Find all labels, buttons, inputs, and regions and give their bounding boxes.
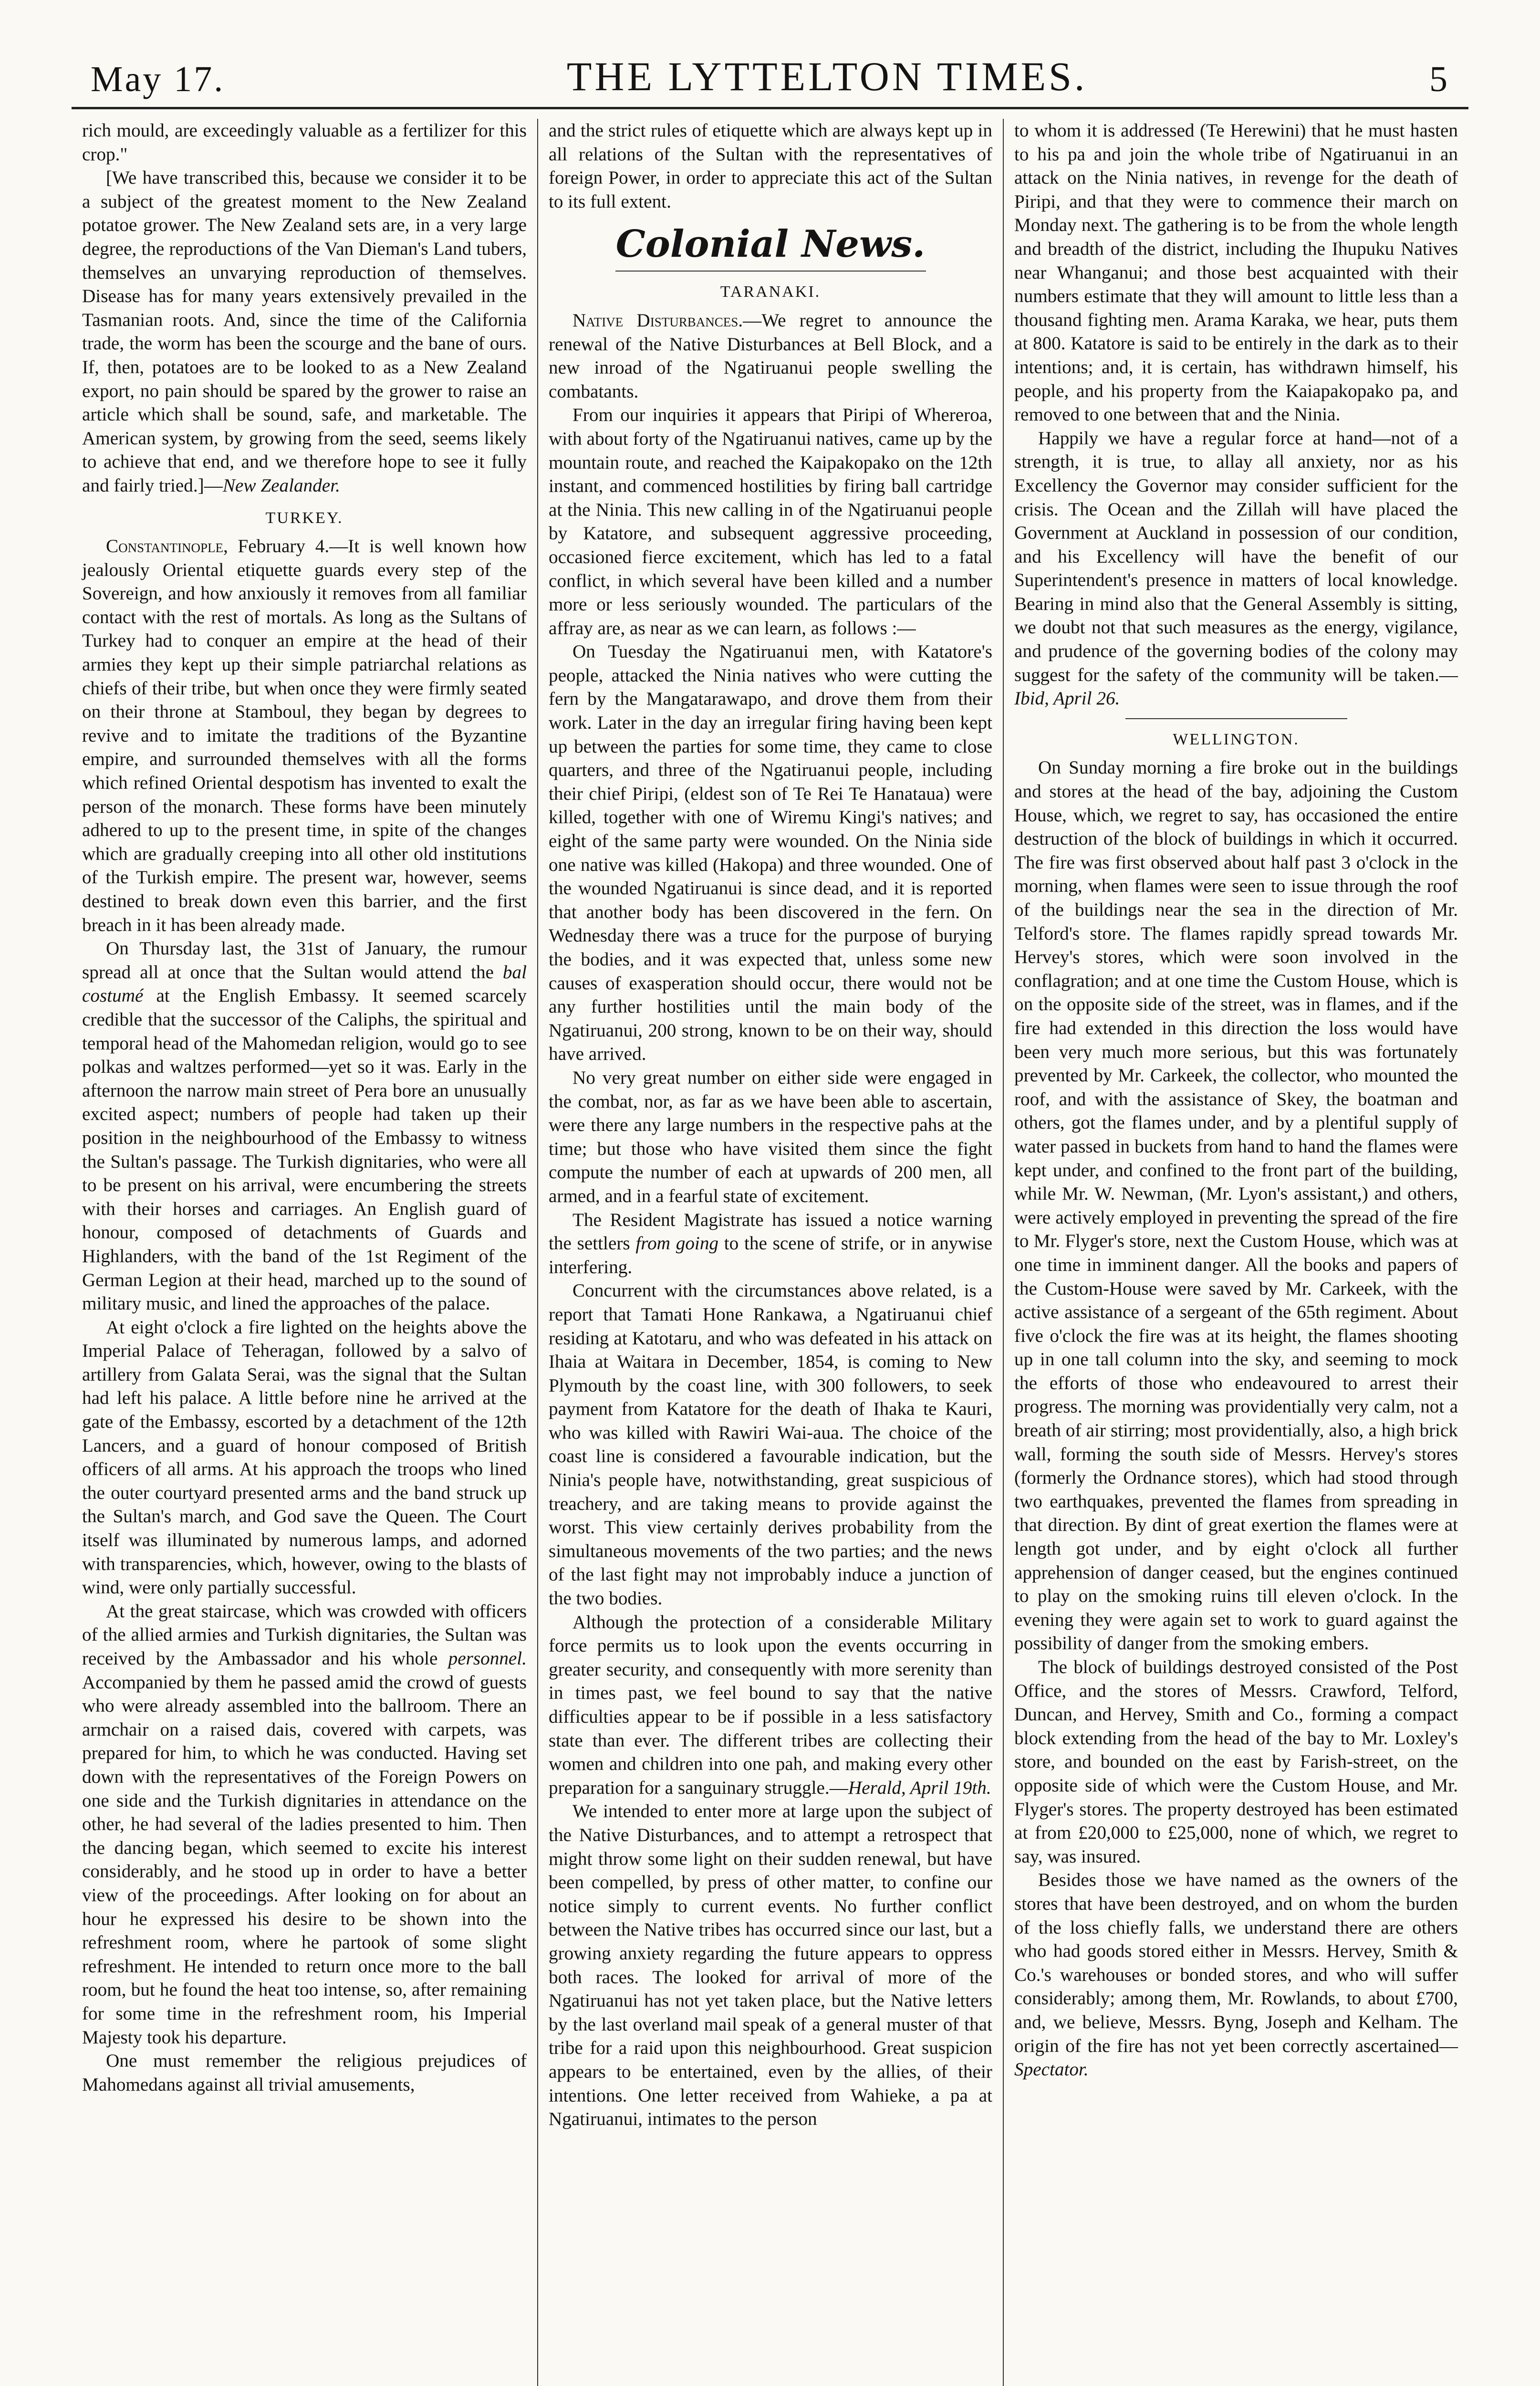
source-attribution: New Zealander.: [222, 475, 340, 496]
newspaper-title: THE LYTTELTON TIMES.: [566, 53, 1088, 99]
paragraph-text: to the scene of strife, or in anywise interfering.: [549, 1233, 993, 1277]
paragraph-text: —We regret to announce the renewal of the Native Disturbances at Bell Block, and a new inroad of the Ngatiruanui people swelling the combatants.: [549, 310, 992, 402]
section-heading-text: TURKEY.: [265, 509, 343, 527]
columns: [72, 119, 1468, 2386]
paragraph-text: Happily we have a regular force at hand—not of a strength, it is true, to allay all anxiety, nor as his Excellency the Governor may consider sufficient for the crisis. The Ocean and the Zillah will have placed the Government at Auckland in possession of our condition, and his Excellency will have the benefit of our Superintendent's presence in matters of local knowledge. Bearing in mind also that the General Assembly is sitting, we doubt not that such measures as the energy, vigilance, and prudence of the governing bodies of the colony may suggest for the safety of the community will be taken.—: [1014, 428, 1458, 685]
paragraph: [82, 937, 527, 1316]
paragraph: The block of buildings destroyed consisted of the Post Office, and the stores of Messrs. Crawford, Telford, Duncan, and Hervey, Smith and Co., forming a compact block extending from the head of the bay to Mr. Loxley's store, and bounded on the east by Farish-street, on the opposite side of which were the Custom House, and Mr. Flyger's stores. The property destroyed has been estimated at from £20,000 to £25,000, none of which, we regret to say, was insured.: [1014, 1657, 1458, 1867]
column-3: [1003, 119, 1468, 2386]
source-attribution: Herald, April 19th.: [848, 1777, 991, 1798]
issue-date: May 17.: [91, 59, 225, 99]
paragraph-text: The Resident Magistrate has issued a notice warning the settlers: [549, 1209, 992, 1254]
section-heading-text: TARANAKI.: [720, 283, 821, 301]
paragraph: to whom it is addressed (Te Herewini) that he must hasten to his pa and join the whole tribe of Ngatiruanui in an attack on the Ninia natives, in revenge for the death of Piripi, and that they were to commence their march on Monday next. The gathering is to be from the whole length and breadth of the district, including the Ihupuku Natives near Whanganui; and those best acquainted with their numbers estimate that they will amount to little less than a thousand fighting men. Arama Karaka, we hear, puts them at 800. Katatore is said to be entirely in the dark as to their intentions; and, it is certain, has withdrawn himself, his people, and his property from the Kaiapakopako pa, and removed to one between that and the Ninia.: [1014, 120, 1458, 425]
colonial-news-heading: Colonial News.: [615, 222, 926, 266]
section-heading-turkey: [82, 506, 527, 530]
source-attribution: Ibid, April 26.: [1014, 688, 1120, 709]
paragraph: [82, 1600, 527, 2049]
paragraph: [549, 1208, 992, 1279]
paragraph: Concurrent with the circumstances above related, is a report that Tamati Hone Rankawa, a Ngatiruanui chief residing at Katotaru, and who was defeated in his attack on Ihaia at Waitara in December, 1854, is coming to New Plymouth by the coast line, with 300 followers, to seek payment from Katatore for the death of Ihaka te Kauri, who was killed with Rawiri Wai-aua. The choice of the coast line is considered a favourable indication, but the Ninia's people have, notwithstanding, great suspicious of treachery, and are taking means to provide against the worst. This view certainly derives probability from the simultaneous movements of the two parties; and the news of the last fight may not improbably induce a junction of the two bodies.: [549, 1280, 992, 1609]
paragraph: From our inquiries it appears that Piripi of Whereroa, with about forty of the Ngatiruanui natives, came up by the mountain route, and reached the Kaipakopako on the 12th instant, and commenced hostilities by firing ball cartridge at the Ninia. This new calling in of the Ngatiruanui people by Katatore, and subsequent aggressive proceeding, occasioned fierce excitement, which has led to a fatal conflict, in which several have been killed and a number more or less seriously wounded. The particulars of the affray are, as near as we can learn, as follows :—: [549, 405, 992, 638]
paragraph-text: Besides those we have named as the owners of the stores that have been destroyed, and on whom the burden of the loss chiefly falls, we understand there are others who had goods stored either in Messrs. Hervey, Smith & Co.'s warehouses or bonded stores, and who will suffer considerably; among them, Mr. Rowlands, to about £700, and, we believe, Messrs. Byng, Joseph and Kelham. The origin of the fire has not yet been correctly ascertained—: [1014, 1870, 1458, 2056]
paragraph: [549, 1611, 992, 1800]
paragraph: On Tuesday the Ngatiruanui men, with Katatore's people, attacked the Ninia natives who were cutting the fern by the Mangatarawapo, and drove them from their work. Later in the day an irregular firing having been kept up between the parties for some time, they came to close quarters, and three of the Ngatiruanui people, including their chief Piripi, (eldest son of Te Rei Te Hanataua) were killed, together with one of Wiremu Kingi's natives; and eight of the same party were wounded. On the Ninia side one native was killed (Hakopa) and three wounded. One of the wounded Ngatiruanui is since dead, and it is reported that another body has been discovered in the fern. On Wednesday there was a truce for the purpose of burying the bodies, and it was expected that, unless some new causes of exasperation should occur, there would not be any further hostilities until the main body of the Ngatiruanui, 200 strong, known to be on their way, should have arrived.: [549, 641, 992, 1065]
source-attribution: Spectator.: [1014, 2059, 1089, 2080]
paragraph: We intended to enter more at large upon the subject of the Native Disturbances, and to attempt a retrospect that might throw some light on their sudden renewal, but have been compelled, by press of other matter, to confine our notice simply to current events. No further conflict between the Native tribes has occurred since our last, but a growing anxiety regarding the future appears to oppress both races. The looked for arrival of more of the Ngatiruanui has not yet taken place, but the Native letters by the last overland mail speak of a general muster of that tribe for a raid upon this neighbourhood. Great suspicion appears to be entertained, even by the allies, of their intentions. One letter received from Wahieke, a pa at Ngatiruanui, intimates to the person: [549, 1801, 992, 2130]
paragraph: [549, 309, 992, 403]
emphasis-text: bal costumé: [82, 962, 527, 1006]
paragraph: [1014, 427, 1458, 711]
masthead-rule: [72, 107, 1468, 109]
page-number: 5: [1429, 59, 1449, 99]
paragraph-text: Accompanied by them he passed amid the crowd of guests who were already assembled into the ballroom. There an armchair on a raised dais, covered with carpets, was prepared for him, to which he was conducted. Having set down with the representatives of the Foreign Powers on one side and the Turkish dignitaries in attendance on the other, he had several of the ladies presented to him. Then the dancing began, which seemed to excite his interest considerably, and he stood up in order to have a better view of the proceedings. After looking on for about an hour he expressed his desire to be shown into the refreshment room, where he partook of some slight refreshment. He intended to return once more to the ball room, but he found the heat too intense, so, after remaining for some time in the refreshment room, his Imperial Majesty took his departure.: [82, 1672, 527, 2048]
column-2: [537, 119, 1003, 2386]
article-divider: [1125, 718, 1347, 719]
paragraph-text: At the great staircase, which was crowded with officers of the allied armies and Turkish dignitaries, the Sultan was received by the Ambassador and his whole: [82, 1601, 527, 1669]
paragraph-text: On Thursday last, the 31st of January, the rumour spread all at once that the Sultan would attend the: [82, 938, 527, 983]
section-heading-wellington: [1014, 728, 1458, 752]
heading-rule: [615, 271, 926, 272]
paragraph: At eight o'clock a fire lighted on the heights above the Imperial Palace of Teheragan, followed by a salvo of artillery from Galata Serai, was the signal that the Sultan had left his palace. A little before nine he arrived at the gate of the Embassy, escorted by a detachment of the 12th Lancers, and a guard of honour composed of British officers of all arms. At his approach the troops who lined the outer courtyard presented arms and the band struck up the Sultan's march, and God save the Queen. The Court itself was illuminated by numerous lamps, and adorned with transparencies, which, however, owing to the blasts of wind, were only partially successful.: [82, 1317, 527, 1598]
paragraph: [82, 534, 527, 937]
section-heading-taranaki: [549, 280, 992, 304]
section-heading-text: WELLINGTON.: [1173, 730, 1300, 748]
paragraph: [1014, 1868, 1458, 2081]
paragraph-text: February 4.—It is well known how jealously Oriental etiquette guards every step of the Sovereign, and how anxiously it removes from all familiar contact with the rest of mortals. As long as the Sultans of Turkey had to conquer an empire at the head of their armies they kept up their simple patriarchal relations as chiefs of their tribe, but when once they were firmly seated on their throne at Stamboul, they began by degrees to revive and to imitate the traditions of the Byzantine empire, and surrounded themselves with all the forms which refined Oriental despotism has invented to exalt the person of the monarch. These forms have been minutely adhered to up to the present time, in spite of the changes which are gradually creeping into all other old institutions of the Turkish empire. The present war, however, seems destined to break down even this barrier, and the first breach in it has been already made.: [82, 536, 527, 935]
dateline: Constantinople,: [106, 536, 228, 557]
column-1: [72, 119, 537, 2386]
paragraph: and the strict rules of etiquette which are always kept up in all relations of the Sultan with the representatives of foreign Power, in order to appreciate this act of the Sultan to its full extent.: [549, 120, 992, 212]
paragraph: One must remember the religious prejudices of Mahomedans against all trivial amusements,: [82, 2051, 527, 2095]
emphasis-text: personnel.: [448, 1648, 527, 1669]
paragraph-text: at the English Embassy. It seemed scarcely credible that the successor of the Caliphs, the spiritual and temporal head of the Mahomedan religion, would go to see polkas and waltzes performed—yet so it was. Early in the afternoon the narrow main street of Pera bore an unusually excited aspect; numbers of people had taken up their position in the neighbourhood of the Embassy to witness the Sultan's passage. The Turkish dignitaries, who were all to be present on his arrival, were encumbering the streets with their horses and carriages. An English guard of honour, composed of detachments of Guards and Highlanders, with the band of the 1st Regiment of the German Legion at their head, marched up to the sound of military music, and lined the approaches of the palace.: [82, 985, 527, 1314]
paragraph-text: [We have transcribed this, because we consider it to be a subject of the greatest moment to the New Zealand potatoe grower. The New Zealand sets are, in a very large degree, the reproductions of the Van Dieman's Land tubers, themselves an unvarying reproduction of themselves. Disease has for many years extensively prevailed in the Tasmanian roots. And, since the time of the California trade, the worm has been the scourge and the bane of ours. If, then, potatoes are to be looked to as a New Zealand export, no pain should be spared by the grower to raise an article which shall be sound, safe, and marketable. The American system, by growing from the seed, seems likely to achieve that end, and we therefore hope to see it fully and fairly tried.]—: [82, 167, 527, 496]
subheading-lead: Native Disturbances.: [572, 310, 743, 331]
paragraph-text: Although the protection of a considerable Military force permits us to look upon the events occurring in greater security, and consequently with more serenity than in times past, we feel bound to say that the native difficulties appear to be if possible in a less satisfactory state than ever. The different tribes are collecting their women and children into one pah, and making every other preparation for a sanguinary struggle.—: [549, 1612, 992, 1798]
paragraph: rich mould, are exceedingly valuable as a fertilizer for this crop.": [82, 120, 527, 165]
paragraph: On Sunday morning a fire broke out in the buildings and stores at the head of the bay, adjoining the Custom House, which, we regret to say, has occasioned the entire destruction of the block of buildings in which it occurred. The fire was first observed about half past 3 o'clock in the morning, when flames were seen to issue through the roof of the buildings near the sea in the direction of Mr. Telford's store. The flames rapidly spread towards Mr. Hervey's stores, which were soon involved in the conflagration; and at one time the Custom House, which is on the opposite side of the street, was in flames, and if the fire had extended in this direction the loss would have been very much more serious, but this was fortunately prevented by Mr. Carkeek, the collector, who mounted the roof, and with the assistance of Skey, the boatman and others, got the flames under, and by a plentiful supply of water passed in buckets from hand to hand the flames were kept under, and confined to the front part of the building, while Mr. W. Newman, (Mr. Lyon's assistant,) and others, were actively employed in preventing the spread of the fire to Mr. Flyger's store, next the Custom House, which was at one time in imminent danger. All the books and papers of the Custom-House were saved by Mr. Carkeek, with the active assistance of a sergeant of the 65th regiment. About five o'clock the fire was at its height, the flames shooting up in one tall column into the sky, and seeming to mock the efforts of those who endeavoured to arrest their progress. The morning was providentially very calm, not a breath of air stirring; most providentially, also, a high brick wall, forming the south side of Messrs. Hervey's stores (formerly the Ordnance stores), which had stood through two earthquakes, prevented the flames from spreading in that direction. By dint of great exertion the flames were at length got under, and by eight o'clock all further apprehension of danger ceased, but the engines continued to play on the smoking ruins till eleven o'clock. In the evening they were again set to work to guard against the possibility of danger from the smoking embers.: [1014, 757, 1458, 1654]
masthead: [72, 43, 1468, 100]
paragraph: [82, 166, 527, 497]
paragraph: No very great number on either side were engaged in the combat, nor, as far as we have been able to ascertain, were there any large numbers in the respective pahs at the time; but those who have visited them since the fight compute the number of each at upwards of 200 men, all armed, and in a fearful state of excitement.: [549, 1067, 992, 1206]
emphasis-text: from going: [635, 1233, 719, 1254]
